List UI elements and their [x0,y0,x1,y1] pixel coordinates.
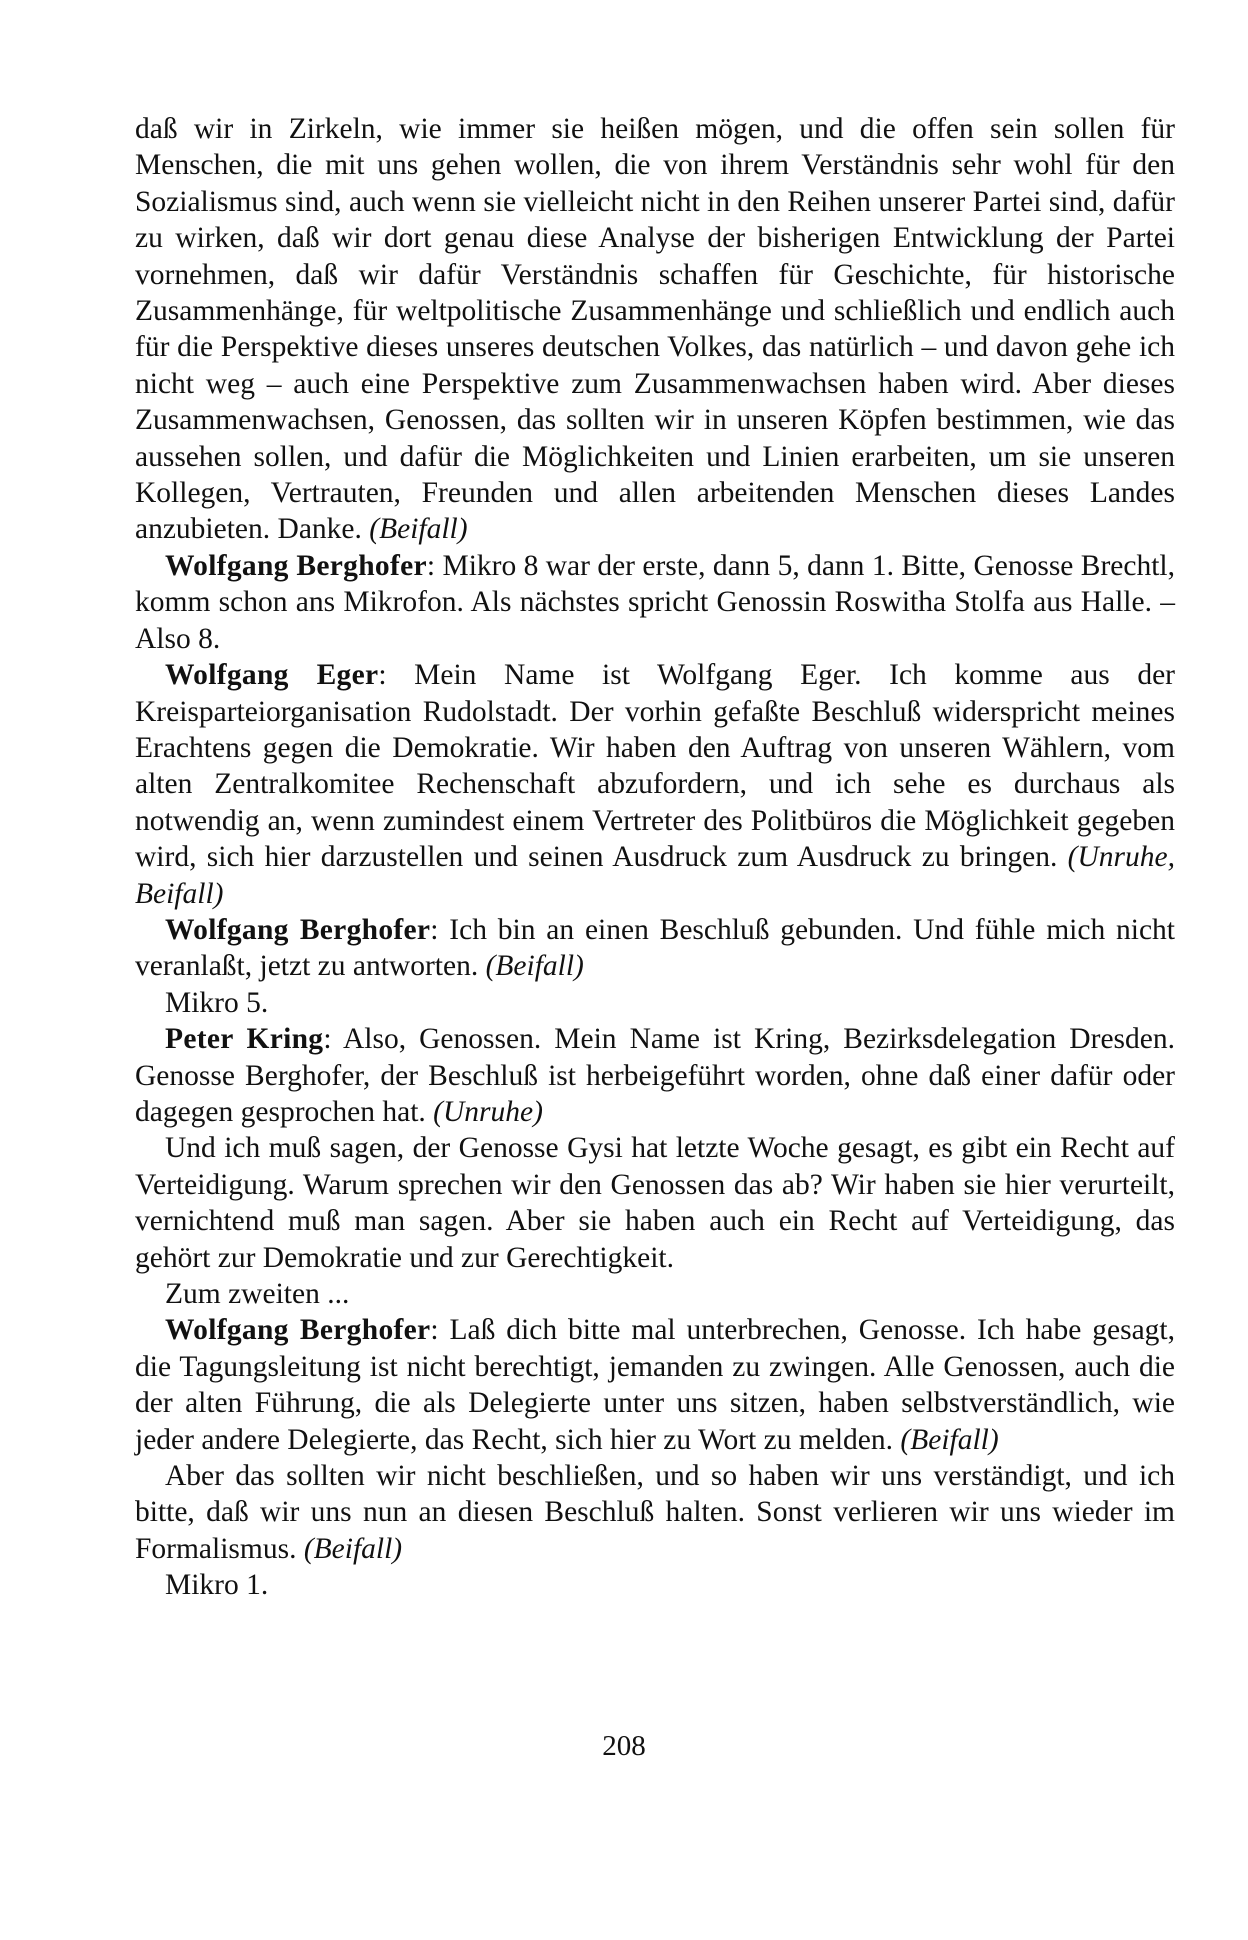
paragraph-10: Aber das sollten wir nicht beschließen, und so haben wir uns verständigt, und ich bitte, daß wir uns nun an diesen Beschluß halten. Sonst verlieren wir uns wieder im Formalismus. (Beifall) [135,1460,1175,1565]
paragraph-9: Wolfgang Berghofer: Laß dich bitte mal unterbrechen, Genosse. Ich habe gesagt, die Tagungsleitung ist nicht berechtigt, jemanden zu zwingen. Alle Genossen, auch die der alten Führung, die als Delegierte unter uns sitzen, haben selbstverständlich, wie jeder andere Delegierte, das Recht, sich hier zu Wort zu melden. (Beifall) [135,1314,1175,1456]
stage-direction: (Beifall) [485,950,584,983]
stage-direction: (Beifall) [900,1423,999,1456]
stage-direction: (Beifall) [303,1532,403,1565]
speaker-name: Wolfgang Berghofer [165,913,431,946]
speaker-name: Wolfgang Berghofer [165,1314,431,1347]
paragraph-4: Wolfgang Berghofer: Ich bin an einen Beschluß gebunden. Und fühle mich nicht veranlaßt, jetzt zu antworten. (Beifall) [135,913,1175,983]
paragraph-11: Mikro 1. [165,1569,269,1602]
stage-direction: (Unruhe) [433,1095,543,1128]
paragraph-3: Wolfgang Eger: Mein Name ist Wolfgang Eger. Ich komme aus der Kreisparteiorganisation Rudolstadt. Der vorhin gefaßte Beschluß widerspricht meines Erachtens gegen die Demokratie. Wir haben den Auftrag von unseren Wählern, vom alten Zentralkomitee Rechenschaft abzufordern, und ich sehe es durchaus als notwendig an, wenn zumindest einem Vertreter des Politbüros die Möglichkeit gegeben wird, sich hier darzustellen und seinen Ausdruck zum Ausdruck zu bringen. (Unruhe, Beifall) [135,659,1175,910]
paragraph-8: Zum zweiten ... [165,1278,350,1310]
paragraph-5: Mikro 5. [165,986,269,1019]
page-number: 208 [602,1730,646,1762]
paragraph-2: Wolfgang Berghofer: Mikro 8 war der erste, dann 5, dann 1. Bitte, Genosse Brechtl, komm schon ans Mikrofon. Als nächstes spricht Genossin Roswitha Stolfa aus Halle. – Also 8. [135,549,1175,655]
paragraph-6: Peter Kring: Also, Genossen. Mein Name ist Kring, Bezirksdelegation Dresden. Genosse Berghofer, der Beschluß ist herbeigeführt worden, ohne daß einer dafür oder dagegen gesprochen hat. (Unruhe) [135,1023,1175,1128]
stage-direction: (Beifall) [369,513,468,546]
paragraph-7: Und ich muß sagen, der Genosse Gysi hat letzte Woche gesagt, es gibt ein Recht auf Verteidigung. Warum sprechen wir den Genossen das ab? Wir haben sie hier verurteilt, vernichtend muß man sagen. Aber sie haben auch ein Recht auf Verteidigung, das gehört zur Demokratie und zur Gerechtigkeit. [135,1132,1175,1274]
stage-direction: (Unruhe, Beifall) [135,841,1175,910]
speaker-name: Peter Kring [165,1023,324,1056]
paragraph-1: daß wir in Zirkeln, wie immer sie heißen mögen, und die offen sein sollen für Menschen, die mit uns gehen wollen, die von ihrem Verständnis sehr wohl für den Sozialismus sind, auch wenn sie vielleicht nicht in den Reihen unserer Partei sind, dafür zu wirken, daß wir dort genau diese Analyse der bisherigen Entwicklung der Partei vornehmen, daß wir dafür Verständnis schaffen für Geschichte, für historische Zusammenhänge, für weltpolitische Zusammenhänge und schließlich und endlich auch für die Perspektive dieses unseres deutschen Volkes, das natürlich – und davon gehe ich nicht weg – auch eine Perspektive zum Zusammenwachsen haben wird. Aber dieses Zusammenwachsen, Genossen, das sollten wir in unseren Köpfen bestimmen, wie das aussehen sollen, und dafür die Möglichkeiten und Linien erarbeiten, um sie unseren Kollegen, Vertrauten, Freunden und allen arbeitenden Menschen dieses Landes anzubieten. Danke. (Beifall) [135,113,1175,546]
main-text [135,111,1175,1604]
speaker-name: Wolfgang Berghofer [165,549,427,582]
speaker-name: Wolfgang Eger [165,659,379,692]
